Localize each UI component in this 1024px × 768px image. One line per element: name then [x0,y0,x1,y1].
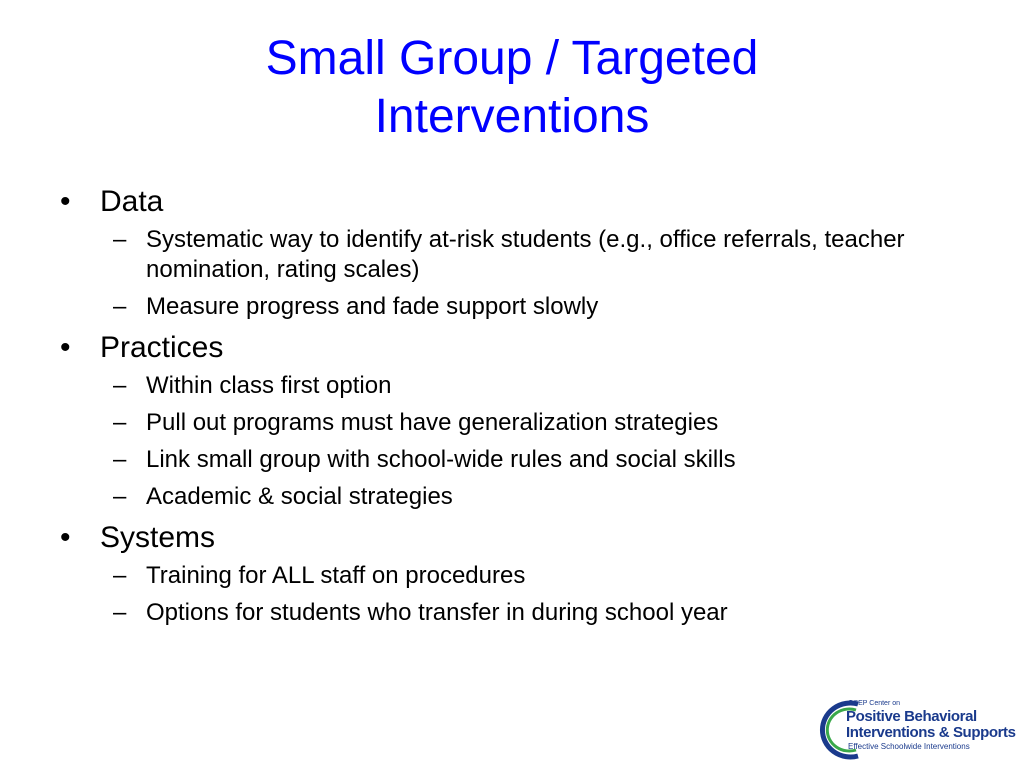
dash-mark: – [113,599,127,626]
logo-line-4: Effective Schoolwide Interventions [848,742,970,751]
dash-mark: – [113,372,127,399]
logo-line-1: OSEP Center on [848,700,901,707]
dash-mark: – [113,226,127,253]
sub-item-text: Options for students who transfer in during school year [146,599,728,626]
sub-item-text: Training for ALL staff on procedures [146,562,526,589]
slide-title: Small Group / Targeted Interventions [265,32,759,143]
sub-item [58,292,978,322]
bullet-systems [58,519,978,557]
sub-item-text: Systematic way to identify at-risk students (e.g., office referrals, teacher nomination, rating scales) [146,226,905,283]
dash-mark: – [113,562,127,589]
sub-list-data [58,225,978,322]
bullet-label: Systems [100,521,216,554]
sub-item [58,561,978,591]
sub-item [58,445,978,475]
sub-item-text: Link small group with school-wide rules and social skills [146,446,736,473]
sub-item [58,371,978,401]
sub-item [58,225,978,285]
bullet-label: Practices [100,331,224,364]
logo-line-3: Interventions & Supports [846,724,1016,741]
logo-line-2: Positive Behavioral [846,708,977,725]
bullet-data [58,183,978,221]
sub-item [58,408,978,438]
sub-item-text: Pull out programs must have generalization strategies [146,409,719,436]
slide-body [58,183,978,635]
dash-mark: – [113,446,127,473]
bullet-mark: • [60,521,71,554]
sub-list-practices [58,371,978,512]
pbis-logo [818,698,1018,760]
dash-mark: – [113,483,127,510]
sub-item-text: Academic & social strategies [146,483,453,510]
bullet-practices [58,329,978,367]
sub-list-systems [58,561,978,628]
sub-item [58,482,978,512]
bullet-label: Data [100,185,164,218]
sub-item-text: Within class first option [146,372,392,399]
dash-mark: – [113,293,127,320]
sub-item-text: Measure progress and fade support slowly [146,293,599,320]
sub-item [58,598,978,628]
bullet-mark: • [60,331,71,364]
dash-mark: – [113,409,127,436]
bullet-mark: • [60,185,71,218]
